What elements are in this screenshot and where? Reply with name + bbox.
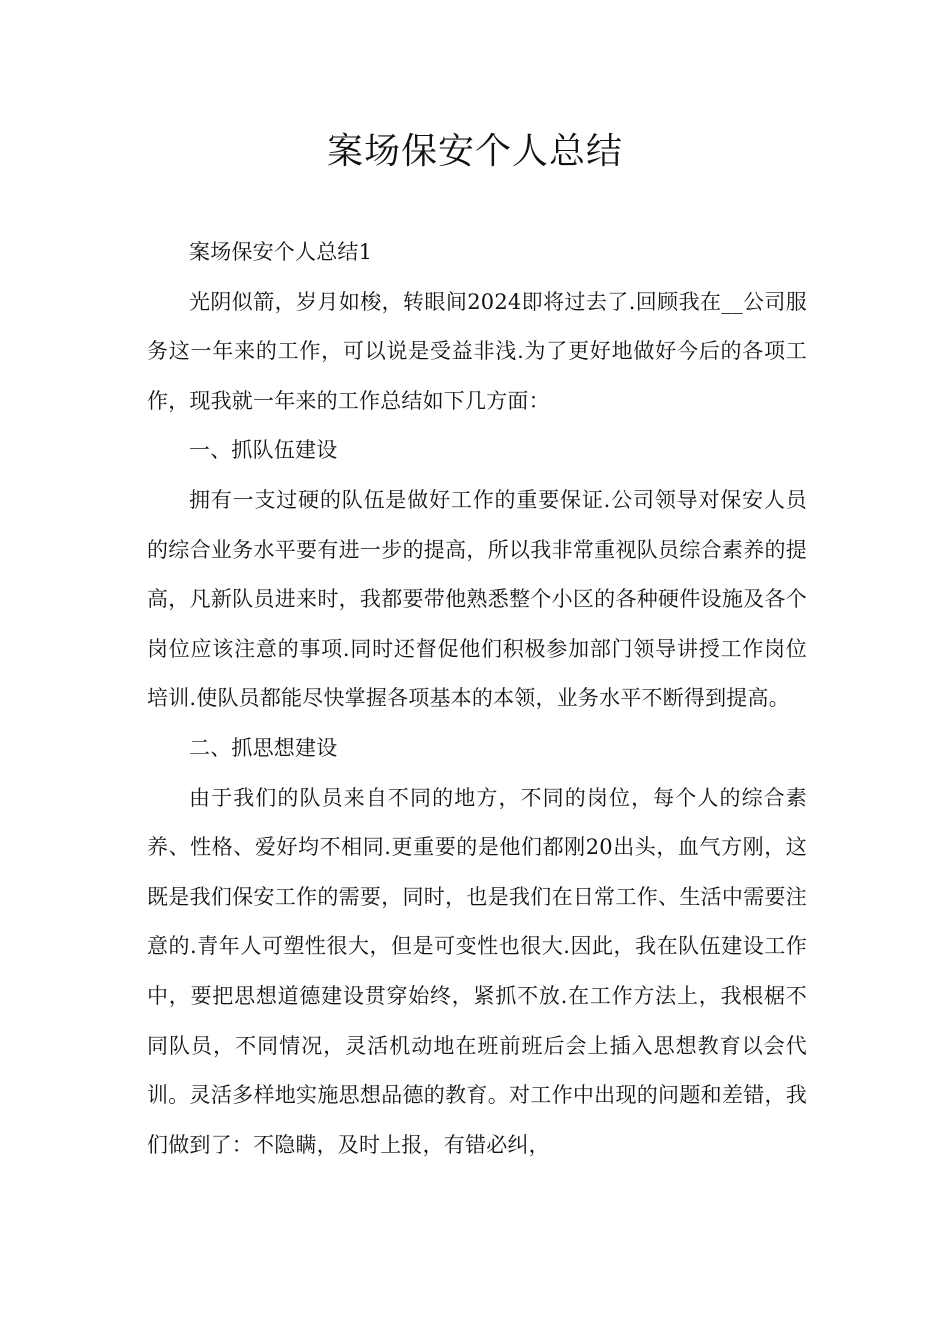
team-building-paragraph: 拥有一支过硬的队伍是做好工作的重要保证.公司领导对保安人员的综合业务水平要有进一步的提高，所以我非常重视队员综合素养的提高，凡新队员进来时，我都要带他熟悉整个小区的各种硬件设施及各个岗位应该注意的事项.同时还督促他们积极参加部门领导讲授工作岗位培训.使队员都能尽快掌握各项基本的本领，业务水平不断得到提高。 bbox=[147, 487, 807, 711]
section-heading-team-building: 一、抓队伍建设 bbox=[189, 438, 338, 463]
document-title: 案场保安个人总结 bbox=[326, 131, 623, 172]
ideology-building-paragraph: 由于我们的队员来自不同的地方，不同的岗位，每个人的综合素养、性格、爱好均不相同.更重要的是他们都刚20出头，血气方刚，这既是我们保安工作的需要，同时，也是我们在日常工作、生活中需要注意的.青年人可塑性很大，但是可变性也很大.因此，我在队伍建设工作中，要把思想道德建设贯穿始终，紧抓不放.在工作方法上，我根椐不同队员，不同情况，灵活机动地在班前班后会上插入思想教育以会代训。灵活多样地实施思想品德的教育。对工作中出现的问题和差错，我们做到了：不隐瞒，及时上报，有错必纠， bbox=[147, 785, 807, 1157]
section-heading-ideology-building: 二、抓思想建设 bbox=[189, 735, 338, 760]
section-heading-summary-1: 案场保安个人总结1 bbox=[189, 240, 373, 264]
document-body bbox=[147, 228, 807, 1170]
intro-paragraph: 光阴似箭，岁月如梭，转眼间2024即将过去了.回顾我在__公司服务这一年来的工作，可以说是受益非浅.为了更好地做好今后的各项工作，现我就一年来的工作总结如下几方面： bbox=[147, 289, 807, 413]
